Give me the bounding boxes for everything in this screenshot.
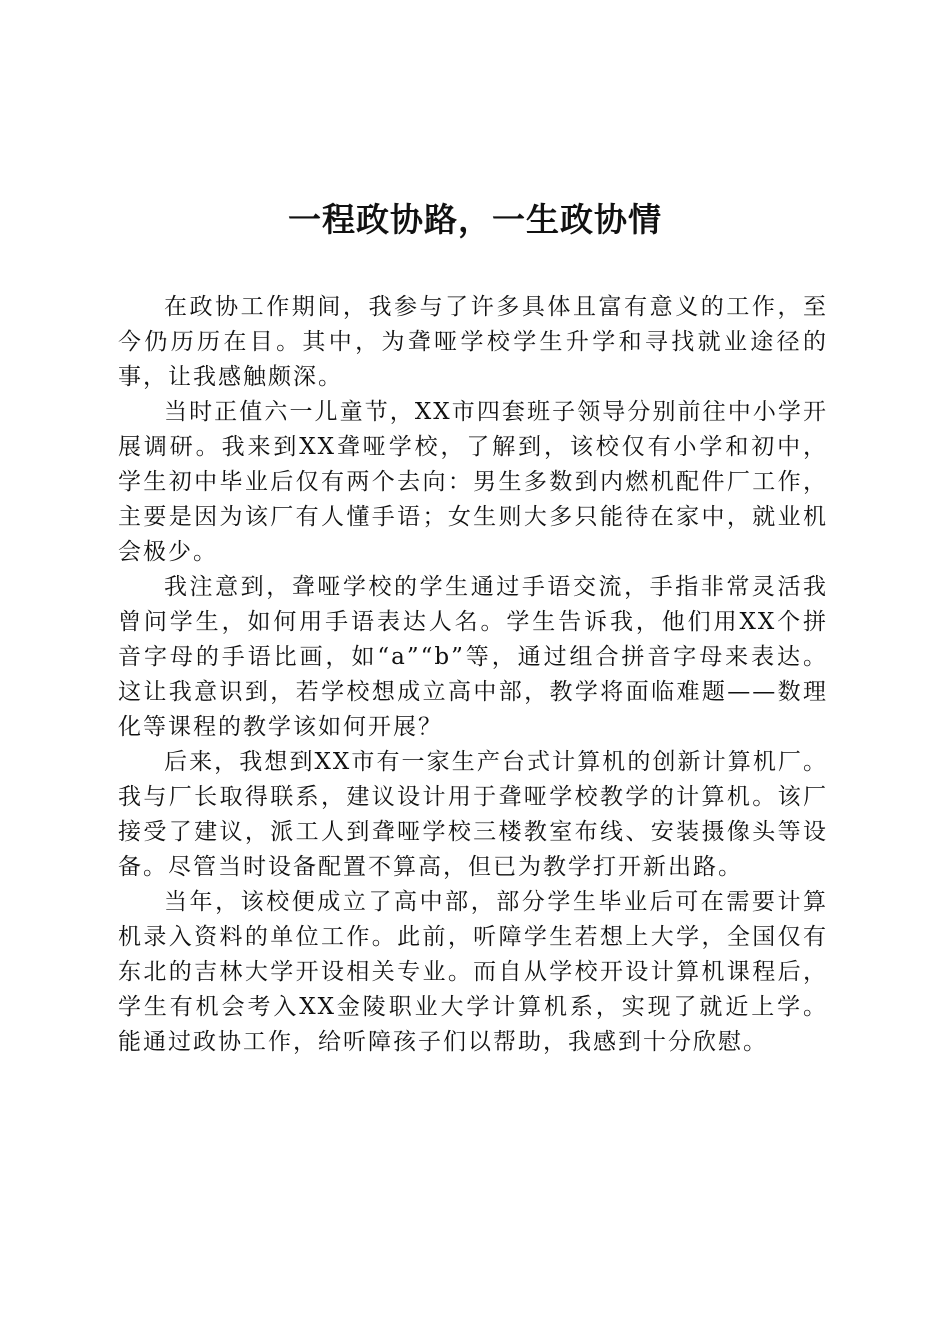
paragraph-5: 当年，该校便成立了高中部，部分学生毕业后可在需要计算机录入资料的单位工作。此前，听障学生若想上大学，全国仅有东北的吉林大学开设相关专业。而自从学校开设计算机课程后，学生有机会考入XX金陵职业大学计算机系，实现了就近上学。能通过政协工作，给听障孩子们以帮助，我感到十分欣慰。 — [118, 889, 828, 1055]
paragraph-2: 当时正值六一儿童节，XX市四套班子领导分别前往中小学开展调研。我来到XX聋哑学校，了解到，该校仅有小学和初中，学生初中毕业后仅有两个去向：男生多数到内燃机配件厂工作，主要是因为该厂有人懂手语；女生则大多只能待在家中，就业机会极少。 — [118, 399, 828, 565]
document-title: 一程政协路，一生政协情 — [288, 200, 662, 239]
paragraph-4: 后来，我想到XX市有一家生产台式计算机的创新计算机厂。我与厂长取得联系，建议设计用于聋哑学校教学的计算机。该厂接受了建议，派工人到聋哑学校三楼教室布线、安装摄像头等设备。尽管当时设备配置不算高，但已为教学打开新出路。 — [118, 749, 828, 880]
paragraph-1: 在政协工作期间，我参与了许多具体且富有意义的工作，至今仍历历在目。其中，为聋哑学校学生升学和寻找就业途径的事，让我感触颇深。 — [118, 294, 828, 390]
paragraph-3: 我注意到，聋哑学校的学生通过手语交流，手指非常灵活我曾问学生，如何用手语表达人名。学生告诉我，他们用XX个拼音字母的手语比画，如“a”“b”等，通过组合拼音字母来表达。这让我意识到，若学校想成立高中部，教学将面临难题——数理化等课程的教学该如何开展？ — [118, 574, 828, 740]
document-body — [118, 290, 828, 1060]
